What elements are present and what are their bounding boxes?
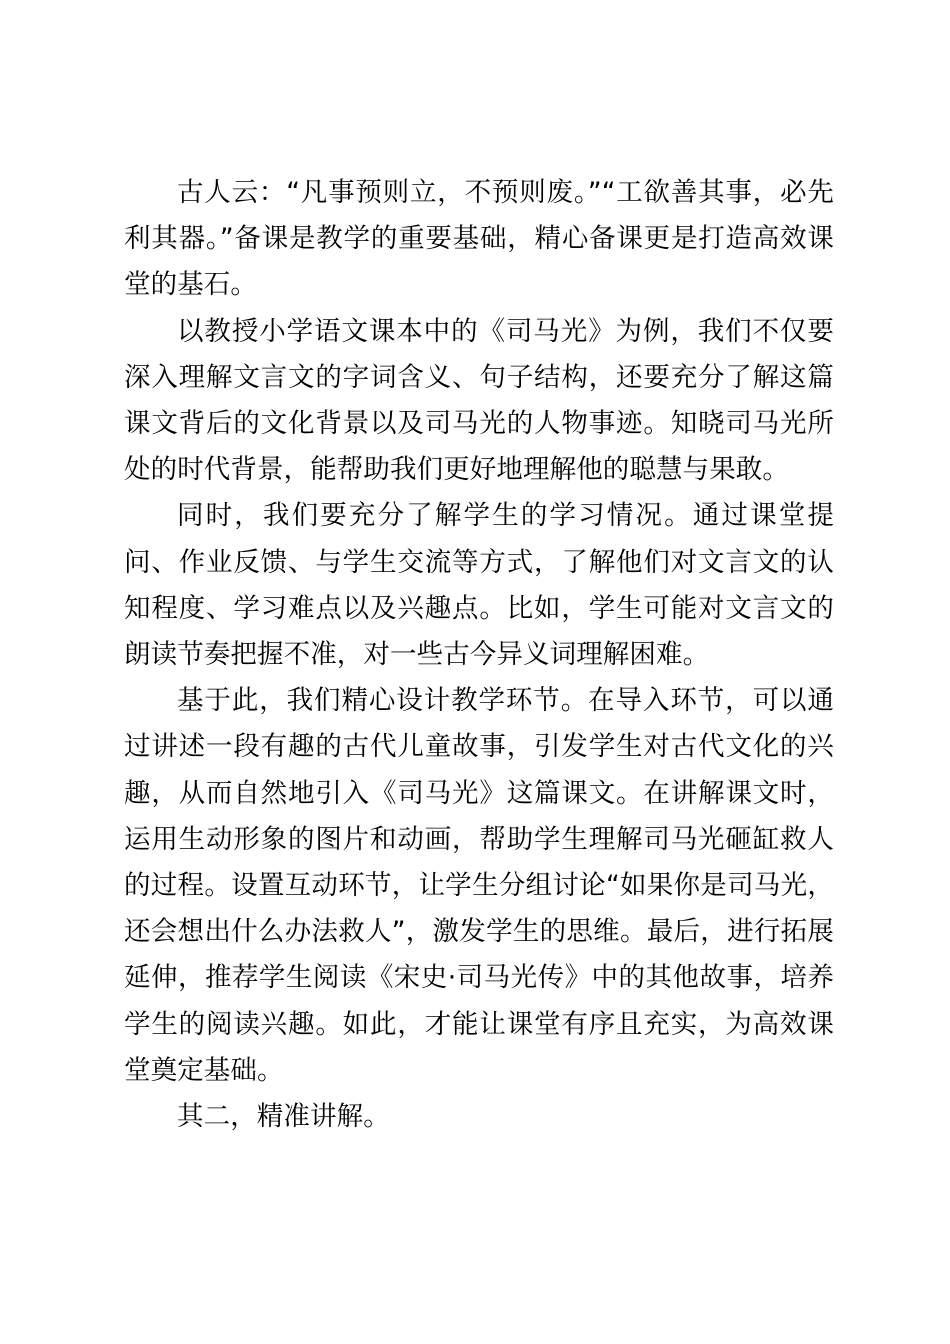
paragraph-2: 以教授小学语文课本中的《司马光》为例，我们不仅要深入理解文言文的字词含义、句子结构，还要充分了解这篇课文背后的文化背景以及司马光的人物事迹。知晓司马光所处的时代背景，能帮助我们更好地理解他的聪慧与果敢。: [124, 315, 834, 486]
document-body: [124, 170, 834, 1140]
paragraph-5: 其二，精准讲解。: [177, 1101, 390, 1133]
paragraph-1: 古人云：“凡事预则立，不预则废。”“工欲善其事，必先利其器。”备课是教学的重要基础，精心备课更是打造高效课堂的基石。: [124, 177, 834, 301]
paragraph-4: 基于此，我们精心设计教学环节。在导入环节，可以通过讲述一段有趣的古代儿童故事，引发学生对古代文化的兴趣，从而自然地引入《司马光》这篇课文。在讲解课文时，运用生动形象的图片和动画，帮助学生理解司马光砸缸救人的过程。设置互动环节，让学生分组讨论“如果你是司马光，还会想出什么办法救人”，激发学生的思维。最后，进行拓展延伸，推荐学生阅读《宋史·司马光传》中的其他故事，培养学生的阅读兴趣。如此，才能让课堂有序且充实，为高效课堂奠定基础。: [124, 685, 834, 1086]
paragraph-3: 同时，我们要充分了解学生的学习情况。通过课堂提问、作业反馈、与学生交流等方式，了解他们对文言文的认知程度、学习难点以及兴趣点。比如，学生可能对文言文的朗读节奏把握不准，对一些古今异义词理解困难。: [124, 500, 834, 671]
